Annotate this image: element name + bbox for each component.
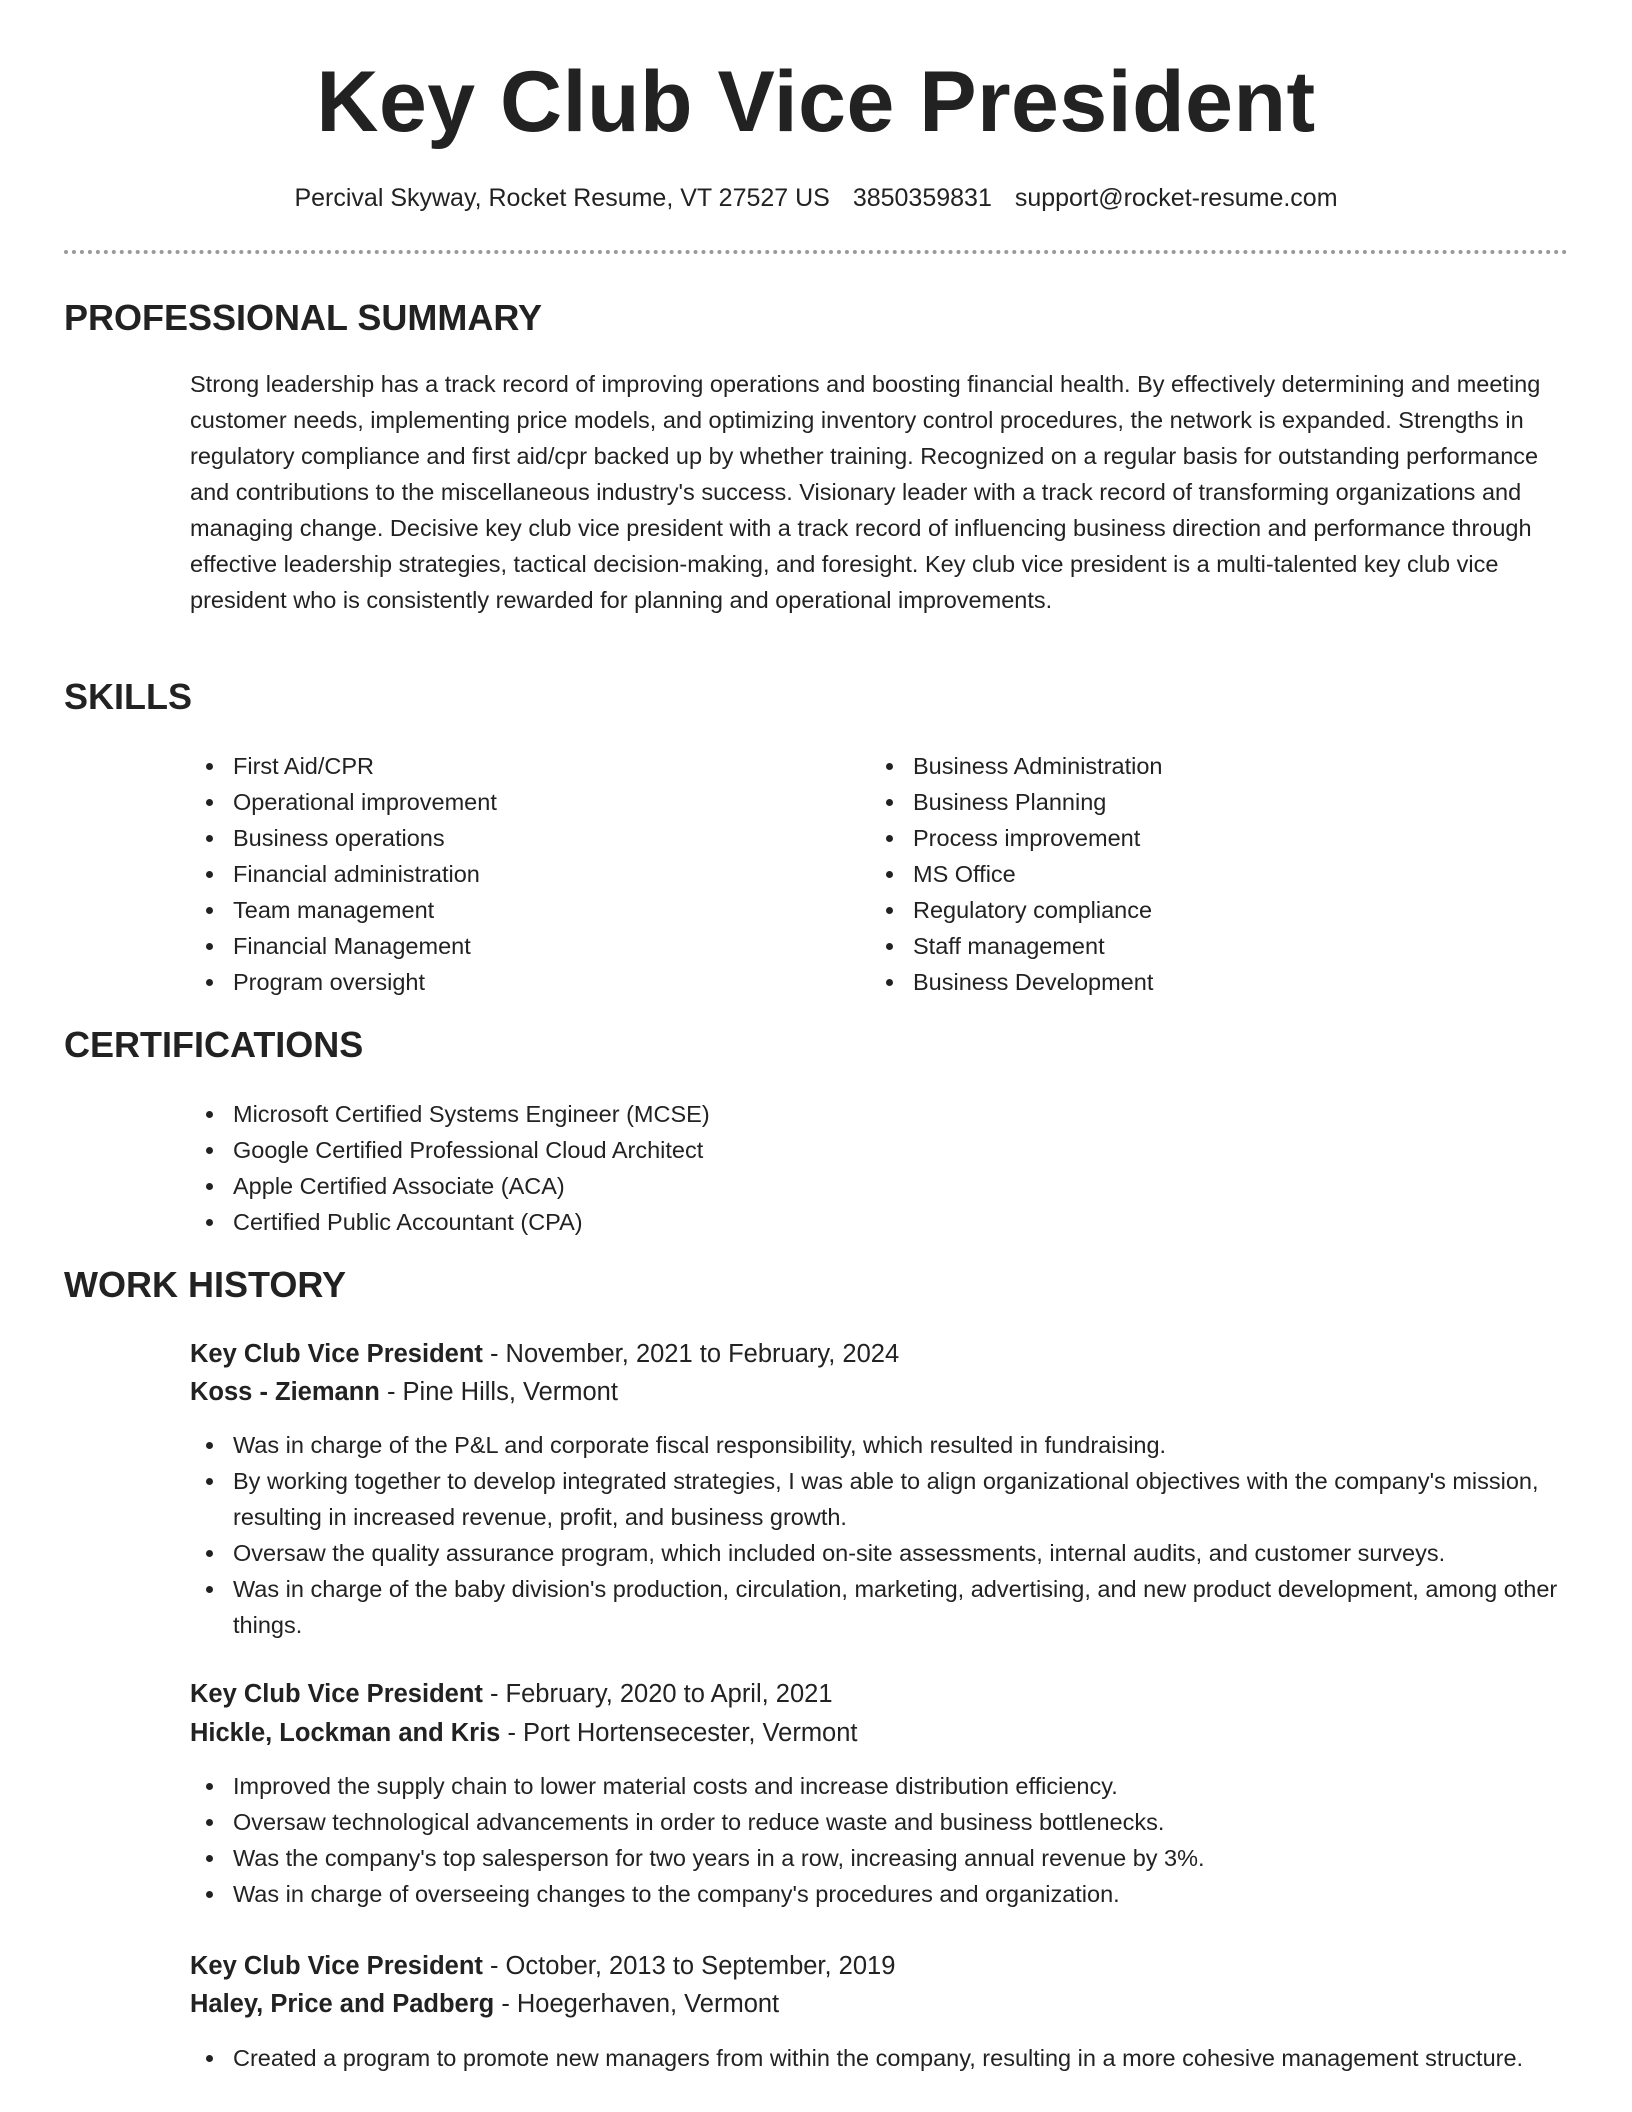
- certification-item: Apple Certified Associate (ACA): [190, 1168, 1090, 1204]
- job-title-line: [190, 1947, 895, 1985]
- job-duty: Oversaw technological advancements in order to reduce waste and business bottlenecks.: [190, 1804, 1570, 1840]
- skill-item: First Aid/CPR: [190, 748, 830, 784]
- skill-item: Financial administration: [190, 856, 830, 892]
- job-duty: Was in charge of the baby division's production, circulation, marketing, advertising, and new product development, among other things.: [190, 1571, 1570, 1643]
- skill-item: Business Development: [870, 964, 1510, 1000]
- job-duties-list: [190, 1768, 1570, 1912]
- contact-phone: 3850359831: [852, 184, 992, 212]
- job-location: - Hoegerhaven, Vermont: [494, 1990, 780, 2018]
- job-company-line: [190, 1373, 618, 1411]
- skill-item: Financial Management: [190, 928, 830, 964]
- job-title-line: [190, 1335, 899, 1373]
- job-company-line: [190, 1714, 858, 1752]
- job-dates: - February, 2020 to April, 2021: [482, 1680, 833, 1708]
- job-duty: Oversaw the quality assurance program, which included on-site assessments, internal audits, and customer surveys.: [190, 1535, 1570, 1571]
- skill-item: MS Office: [870, 856, 1510, 892]
- contact-email: support@rocket-resume.com: [1014, 184, 1338, 212]
- skills-heading: SKILLS: [64, 676, 193, 717]
- job-duty: Created a program to promote new managers from within the company, resulting in a more cohesive management structure.: [190, 2040, 1570, 2076]
- work-history-heading: WORK HISTORY: [64, 1264, 347, 1305]
- job-role: Key Club Vice President: [190, 1680, 483, 1708]
- job-duties-list: [190, 2040, 1570, 2076]
- job-duty: Was in charge of overseeing changes to the company's procedures and organization.: [190, 1876, 1570, 1912]
- skills-list-right: [870, 748, 1510, 1000]
- job-duty: By working together to develop integrated strategies, I was able to align organizational objectives with the company's mission, resulting in increased revenue, profit, and business growth.: [190, 1463, 1570, 1535]
- certification-item: Microsoft Certified Systems Engineer (MCSE): [190, 1096, 1090, 1132]
- contact-address: Percival Skyway, Rocket Resume, VT 27527 US: [294, 184, 830, 212]
- job-company-line: [190, 1985, 779, 2023]
- job-role: Key Club Vice President: [190, 1952, 483, 1980]
- job-dates: - October, 2013 to September, 2019: [482, 1952, 896, 1980]
- job-role: Key Club Vice President: [190, 1340, 483, 1368]
- certification-item: Certified Public Accountant (CPA): [190, 1204, 1090, 1240]
- contact-line: [0, 180, 1632, 216]
- job-location: - Port Hortensecester, Vermont: [500, 1719, 858, 1747]
- job-duty: Was the company's top salesperson for two years in a row, increasing annual revenue by 3%.: [190, 1840, 1570, 1876]
- skill-item: Business Administration: [870, 748, 1510, 784]
- summary-text: Strong leadership has a track record of improving operations and boosting financial health. By effectively determining and meeting customer needs, implementing price models, and optimizing inventory control procedures, the network is expanded. Strengths in regulatory compliance and first aid/cpr backed up by whether training. Recognized on a regular basis for outstanding performance and contributions to the miscellaneous industry's success. Visionary leader with a track record of transforming organizations and managing change. Decisive key club vice president with a track record of influencing business direction and performance through effective leadership strategies, tactical decision-making, and foresight. Key club vice president is a multi-talented key club vice president who is consistently rewarded for planning and operational improvements.: [190, 371, 1541, 613]
- certifications-list: [190, 1096, 1090, 1240]
- job-company: Haley, Price and Padberg: [190, 1990, 495, 2018]
- summary-heading: PROFESSIONAL SUMMARY: [64, 297, 543, 338]
- job-duties-list: [190, 1427, 1570, 1643]
- job-location: - Pine Hills, Vermont: [379, 1378, 618, 1406]
- skills-list-left: [190, 748, 830, 1000]
- skill-item: Program oversight: [190, 964, 830, 1000]
- job-company: Koss - Ziemann: [190, 1378, 380, 1406]
- skill-item: Business operations: [190, 820, 830, 856]
- skill-item: Operational improvement: [190, 784, 830, 820]
- certification-item: Google Certified Professional Cloud Architect: [190, 1132, 1090, 1168]
- skill-item: Business Planning: [870, 784, 1510, 820]
- job-title-line: [190, 1675, 833, 1713]
- skill-item: Team management: [190, 892, 830, 928]
- job-company: Hickle, Lockman and Kris: [190, 1719, 501, 1747]
- job-duty: Was in charge of the P&L and corporate fiscal responsibility, which resulted in fundraising.: [190, 1427, 1570, 1463]
- certifications-heading: CERTIFICATIONS: [64, 1024, 364, 1065]
- skill-item: Staff management: [870, 928, 1510, 964]
- candidate-name: Key Club Vice President: [316, 54, 1316, 150]
- job-duty: Improved the supply chain to lower material costs and increase distribution efficiency.: [190, 1768, 1570, 1804]
- header-divider: [64, 250, 1568, 254]
- skill-item: Process improvement: [870, 820, 1510, 856]
- skill-item: Regulatory compliance: [870, 892, 1510, 928]
- job-dates: - November, 2021 to February, 2024: [482, 1340, 900, 1368]
